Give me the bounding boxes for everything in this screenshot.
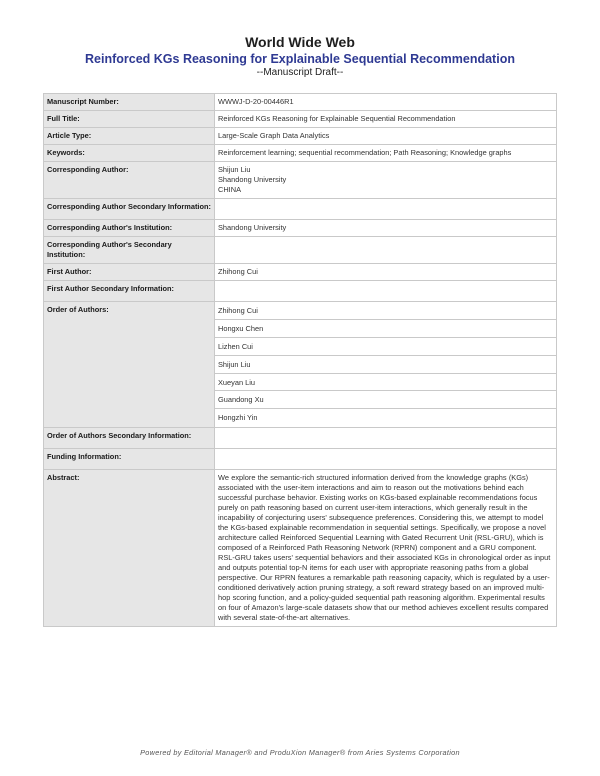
field-label: First Author:	[44, 264, 215, 281]
author-name: Hongzhi Yin	[218, 413, 258, 423]
corr-secondary-institution-value	[215, 237, 557, 264]
table-row	[44, 302, 557, 428]
field-label: Funding Information:	[44, 449, 215, 470]
table-row	[44, 470, 557, 627]
author-list	[215, 302, 556, 427]
order-of-authors-value	[215, 302, 557, 428]
powered-by-footer: Powered by Editorial Manager® and ProduXion Manager® from Aries Systems Corporation	[140, 748, 460, 757]
keywords-value: Reinforcement learning; sequential recommendation; Path Reasoning; Knowledge graphs	[215, 145, 557, 162]
corr-institution-value: Shandong University	[215, 220, 557, 237]
field-label: Corresponding Author's Secondary Institution:	[44, 237, 215, 264]
author-name: Lizhen Cui	[215, 338, 556, 356]
author-name: Zhihong Cui	[215, 302, 556, 320]
corresponding-author-institution: Shandong University	[218, 175, 287, 184]
table-row	[44, 237, 557, 264]
abstract-value: We explore the semantic-rich structured information derived from the knowledge graphs (KGs) associated with the user-item interactions and aim to reason out the motivations behind each successful purchase behavior. Existing works on KGs-based explainable recommendations focus purely on path reasoning based on current user-item interactions, which generally result in the incapability of conjecturing users' subsequence preferences. Considering this, we attempt to model the KGs-based explainable recommendation in sequential settings. Specifically, we propose a novel architecture called Reinforced Sequential Learning with Gated Recurrent Unit (RSL-GRU), which is composed of a Reinforced Path Reasoning Network (RPRN) component and a GRU component. RSL-GRU takes users' sequential behaviors and their associated KGs in chronological order as input and outputs potential top-N items for each user with appropriate reasoning paths from a global perspective. Our RPRN features a remarkable path reasoning capacity, which is regulated by a user-conditioned derivatively action pruning strategy, a soft reward strategy based on an improved multi-hop scoring function, and a policy-guided sequential path reasoning algorithm. Experimental results on four of Amazon's large-scale datasets show that our method achieves excellent results compared with several state-of-the-art alternatives.	[215, 470, 557, 627]
field-label: Corresponding Author:	[44, 162, 215, 199]
field-label: Keywords:	[44, 145, 215, 162]
table-row	[44, 199, 557, 220]
corr-secondary-value	[215, 199, 557, 220]
table-row	[44, 449, 557, 470]
field-label: Full Title:	[44, 111, 215, 128]
corresponding-author-name: Shijun Liu	[218, 165, 251, 174]
order-secondary-value	[215, 428, 557, 449]
corresponding-author-country: CHINA	[218, 185, 241, 194]
table-row	[44, 428, 557, 449]
field-label: Article Type:	[44, 128, 215, 145]
field-label: Corresponding Author's Institution:	[44, 220, 215, 237]
first-author-value: Zhihong Cui	[215, 264, 557, 281]
document-header	[0, 34, 600, 79]
author-name: Xueyan Liu	[215, 374, 556, 392]
manuscript-number-value: WWWJ-D-20-00446R1	[215, 94, 557, 111]
field-label: Order of Authors Secondary Information:	[44, 428, 215, 449]
funding-value	[215, 449, 557, 470]
table-row	[44, 162, 557, 199]
table-row	[44, 128, 557, 145]
manuscript-draft-label: --Manuscript Draft--	[256, 67, 344, 78]
table-row	[44, 281, 557, 302]
field-label: Order of Authors:	[44, 302, 215, 428]
field-label: First Author Secondary Information:	[44, 281, 215, 302]
corresponding-author-value	[215, 162, 557, 199]
article-type-value: Large-Scale Graph Data Analytics	[215, 128, 557, 145]
table-row	[44, 94, 557, 111]
first-author-secondary-value	[215, 281, 557, 302]
table-row	[44, 145, 557, 162]
field-label: Corresponding Author Secondary Information:	[44, 199, 215, 220]
table-row	[44, 264, 557, 281]
author-name: Shijun Liu	[215, 356, 556, 374]
author-name: Guandong Xu	[215, 391, 556, 409]
manuscript-info-table	[43, 93, 557, 627]
field-label: Abstract:	[44, 470, 215, 627]
table-row	[44, 220, 557, 237]
table-row	[44, 111, 557, 128]
full-title-value: Reinforced KGs Reasoning for Explainable Sequential Recommendation	[215, 111, 557, 128]
field-label: Manuscript Number:	[44, 94, 215, 111]
author-name: Hongxu Chen	[215, 320, 556, 338]
manuscript-title: Reinforced KGs Reasoning for Explainable Sequential Recommendation	[85, 52, 515, 66]
journal-name: World Wide Web	[245, 34, 355, 50]
